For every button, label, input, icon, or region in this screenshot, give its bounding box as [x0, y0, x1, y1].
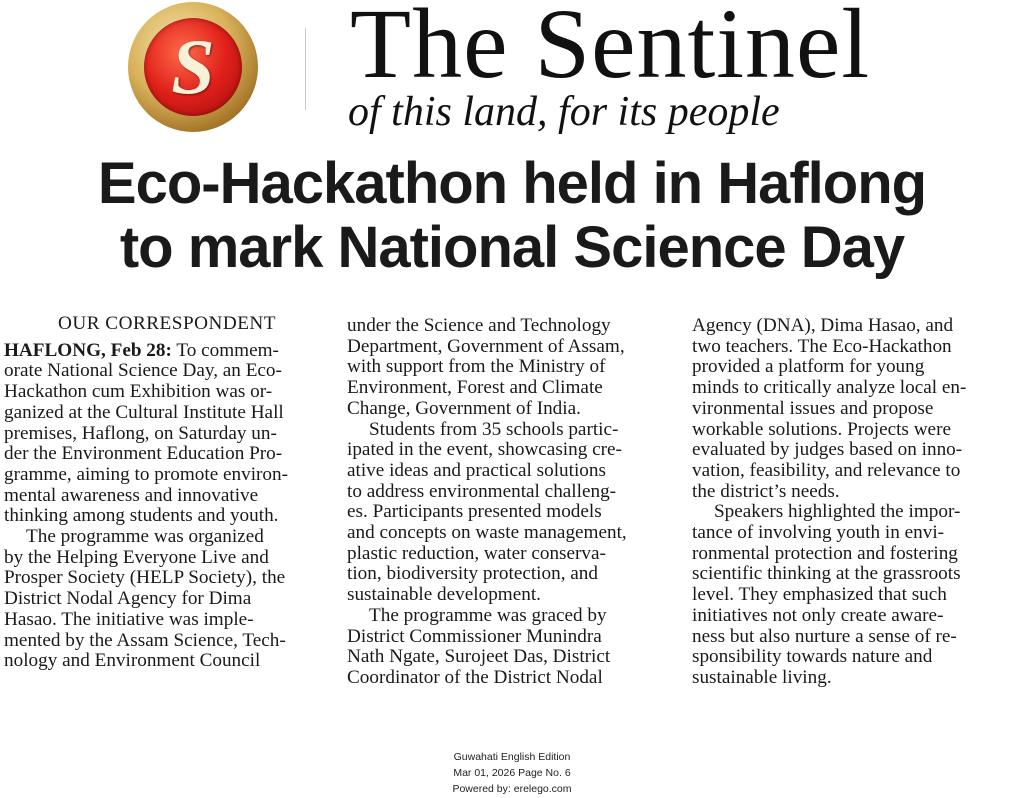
article-headline — [0, 152, 1024, 280]
article-line: tance of involving youth in envi- — [692, 522, 945, 544]
article-column-1 — [4, 314, 330, 672]
article-line: by the Helping Everyone Live and — [4, 546, 269, 568]
article-line: Change, Government of India. — [347, 397, 581, 419]
article-line: Students from 35 schools partic- — [369, 418, 619, 440]
article-line: Nath Ngate, Surojeet Das, District — [347, 646, 611, 668]
page-footer — [0, 749, 1024, 797]
article-line: Environment, Forest and Climate — [347, 377, 603, 399]
masthead-divider — [305, 28, 306, 110]
article-line: District Commissioner Munindra — [347, 625, 602, 647]
article-line: vironmental issues and propose — [692, 397, 934, 419]
article-line: Agency (DNA), Dima Hasao, and — [692, 315, 954, 336]
dateline: HAFLONG, Feb 28: — [4, 339, 172, 361]
logo-letter: S — [171, 23, 215, 110]
article-line: mental awareness and innovative — [4, 484, 259, 506]
edition-label: Guwahati English Edition — [453, 751, 571, 763]
article-line: with support from the Ministry of — [347, 356, 606, 378]
article-column-3 — [692, 316, 1022, 689]
article-line: nology and Environment Council — [4, 650, 261, 672]
article-line: thinking among students and youth. — [4, 505, 279, 527]
article-line: Department, Government of Assam, — [347, 335, 625, 357]
article-line: ative ideas and practical solutions — [347, 459, 606, 481]
article-line: der the Environment Education Pro- — [4, 443, 283, 465]
powered-by-label: Powered by: erelego.com — [452, 783, 572, 795]
article-line: ganized at the Cultural Institute Hall — [4, 401, 284, 423]
headline-line-1: Eco-Hackathon held in Haflong — [97, 151, 927, 216]
article-line: under the Science and Technology — [347, 315, 611, 336]
article-line: ness but also nurture a sense of re- — [692, 625, 957, 647]
article-line: two teachers. The Eco-Hackathon — [692, 335, 952, 357]
article-line: Coordinator of the District Nodal — [347, 666, 603, 688]
article-line: orate National Science Day, an Eco- — [4, 360, 282, 382]
article-line: District Nodal Agency for Dima — [4, 588, 252, 610]
article-line: vation, feasibility, and relevance to — [692, 459, 961, 481]
article-line: level. They emphasized that such — [692, 584, 947, 606]
article-line: sustainable development. — [347, 584, 541, 606]
article-line: scientific thinking at the grassroots — [692, 563, 961, 585]
article-line: sponsibility towards nature and — [692, 646, 933, 668]
article-line: and concepts on waste management, — [347, 522, 627, 544]
article-line-text: To commem- — [171, 339, 279, 361]
article-line: initiatives not only create aware- — [692, 604, 944, 626]
article-line: Prosper Society (HELP Society), the — [4, 567, 286, 589]
article-line: es. Participants presented models — [347, 501, 602, 523]
article-line: ronmental protection and fostering — [692, 542, 958, 564]
article-line — [4, 341, 330, 362]
masthead — [0, 0, 1024, 142]
article-line: The programme was graced by — [369, 604, 607, 626]
article-line: ipated in the event, showcasing cre- — [347, 439, 622, 461]
article-line: provided a platform for young — [692, 356, 925, 378]
article-line: sustainable living. — [692, 666, 832, 688]
article-line: premises, Haflong, on Saturday un- — [4, 422, 277, 444]
byline: OUR CORRESPONDENT — [58, 313, 276, 334]
article-line: plastic reduction, water conserva- — [347, 542, 606, 564]
article-line: workable solutions. Projects were — [692, 418, 951, 440]
headline-line-2: to mark National Science Day — [119, 215, 905, 280]
article-line: tion, biodiversity protection, and — [347, 563, 598, 585]
newspaper-title: The Sentinel — [350, 0, 871, 99]
article-column-2 — [347, 316, 673, 689]
article-line: the district’s needs. — [692, 480, 840, 502]
article-line: mented by the Assam Science, Tech- — [4, 629, 286, 651]
article-line: Speakers highlighted the impor- — [714, 501, 961, 523]
article-line: gramme, aiming to promote environ- — [4, 463, 289, 485]
article-line: Hasao. The initiative was imple- — [4, 608, 254, 630]
article-line: The programme was organized — [26, 526, 264, 548]
logo-red-disc — [144, 18, 242, 116]
article-line: to address environmental challeng- — [347, 480, 617, 502]
date-page-label: Mar 01, 2026 Page No. 6 — [453, 767, 571, 779]
article-line: evaluated by judges based on inno- — [692, 439, 963, 461]
newspaper-tagline: of this land, for its people — [348, 89, 780, 135]
article-line: minds to critically analyze local en- — [692, 377, 967, 399]
article-line: Hackathon cum Exhibition was or- — [4, 381, 273, 403]
sentinel-logo-icon — [128, 2, 258, 132]
